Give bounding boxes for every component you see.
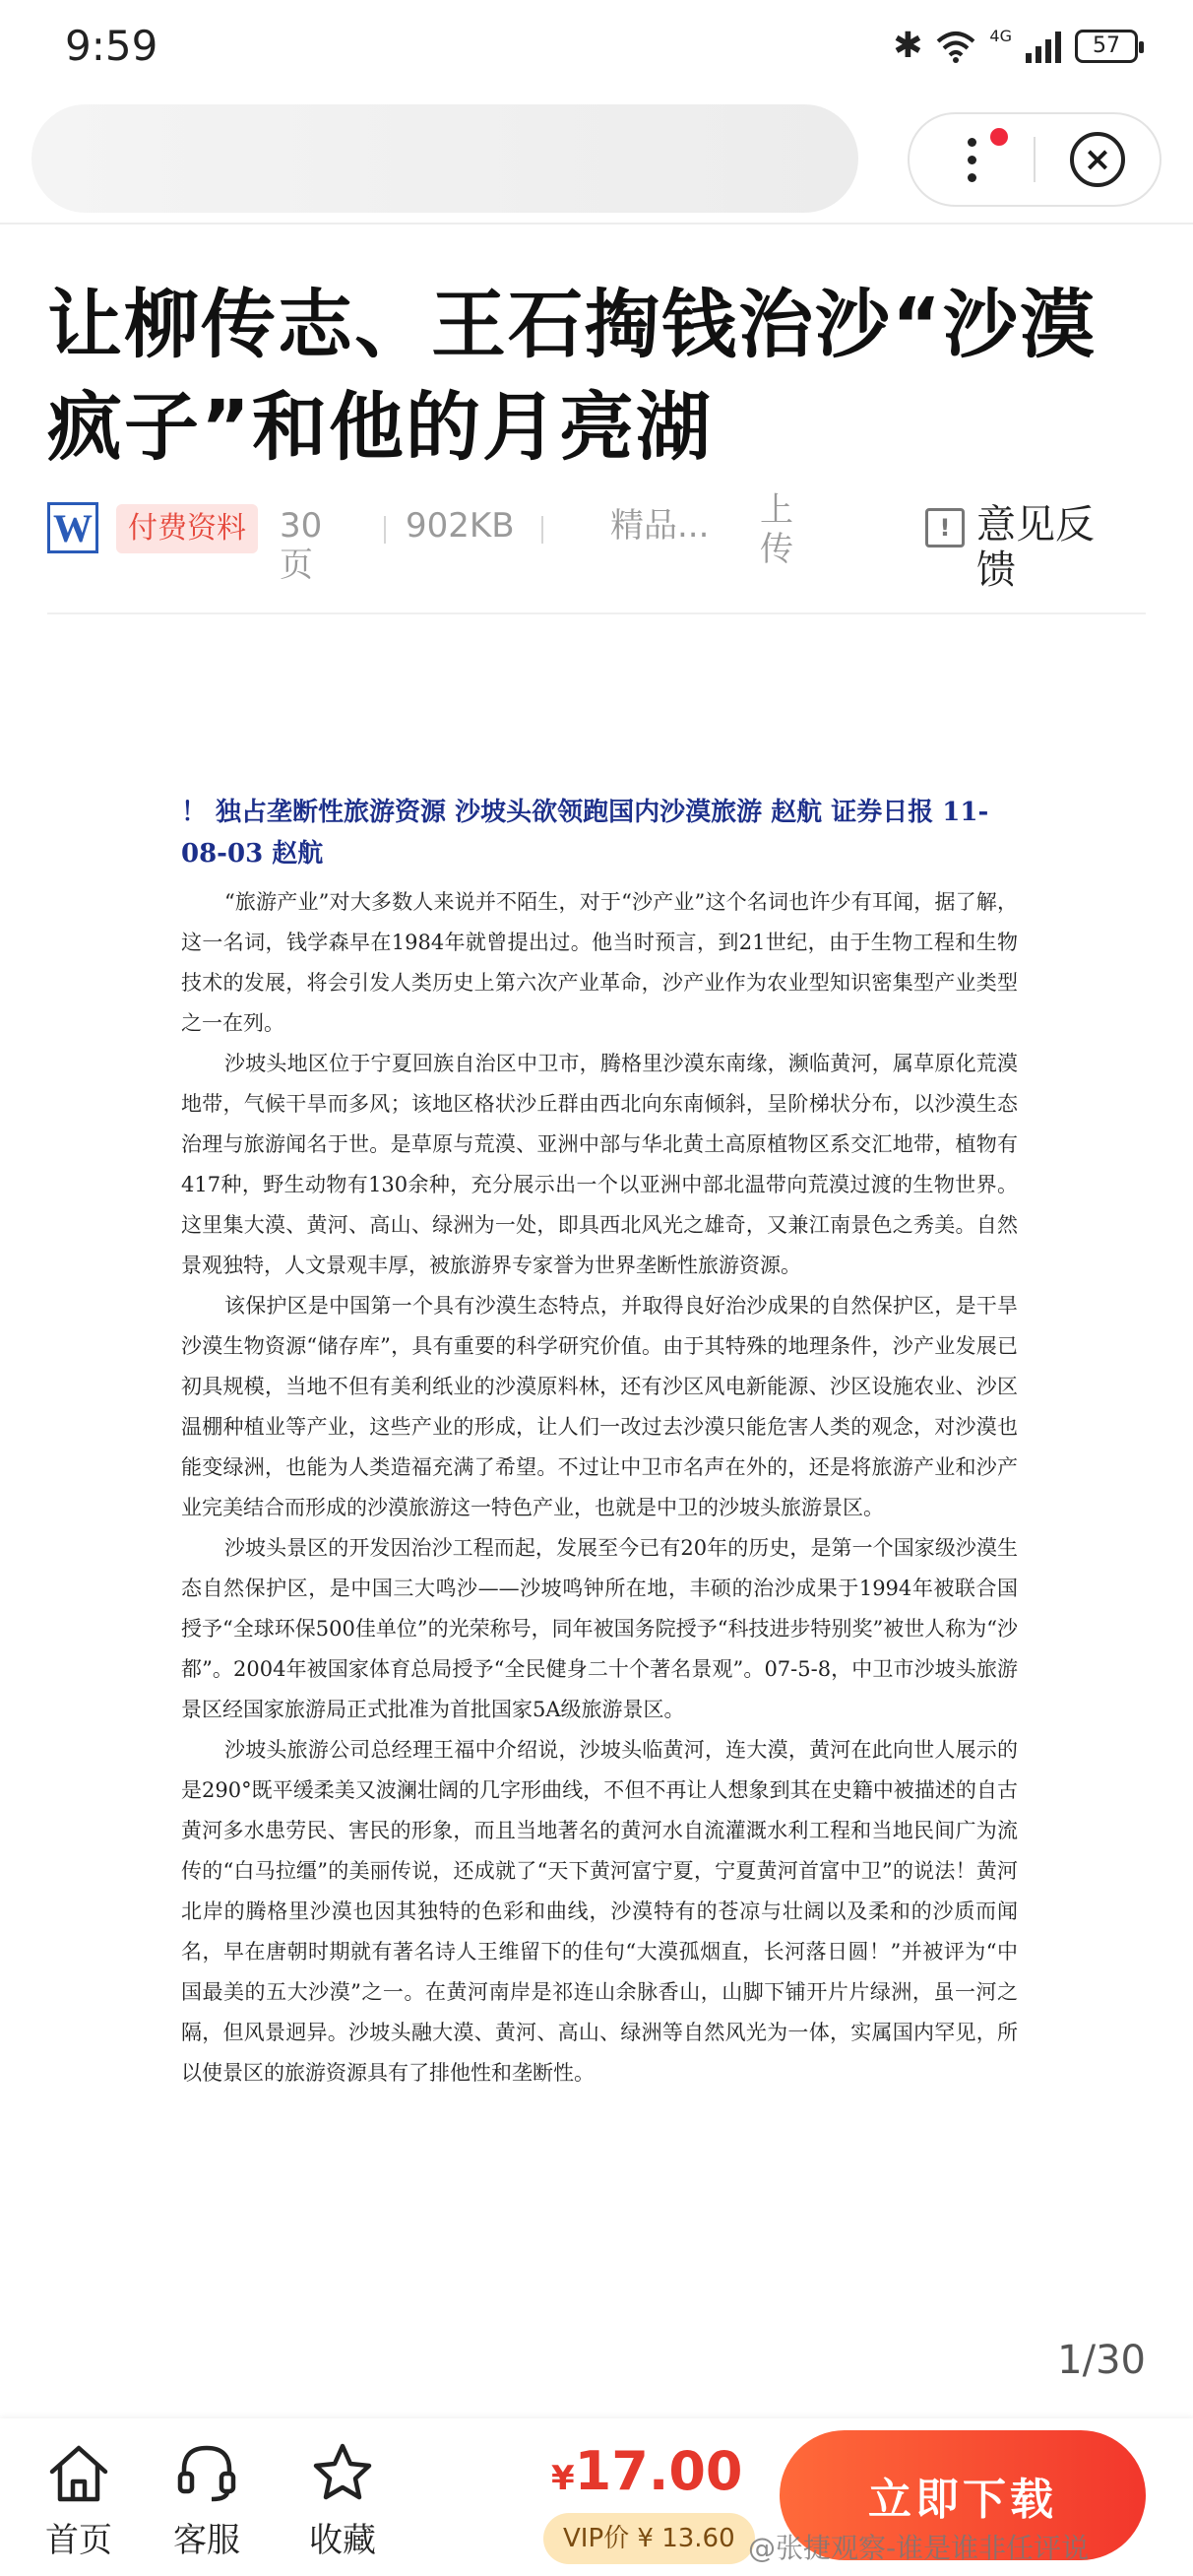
signal-icon [1026, 30, 1061, 63]
nav-favorite[interactable] [293, 2438, 392, 2561]
paid-badge: 付费资料 [116, 504, 258, 553]
top-bar [0, 98, 1193, 225]
bluetooth-icon: ✱ [893, 26, 923, 66]
search-bar[interactable] [31, 104, 858, 213]
divider [47, 612, 1146, 614]
document-paragraph: 沙坡头地区位于宁夏回族自治区中卫市，腾格里沙漠东南缘，濒临黄河，属草原化荒漠地带，气候干旱而多风；该地区格状沙丘群由西北向东南倾斜，呈阶梯状分布，以沙漠生态治理与旅游闻名于世。是草原与荒漠、亚洲中部与华北黄土高原植物区系交汇地带，植物有417种，野生动物有130余种，充分展示出一个以亚洲中部北温带向荒漠过渡的生物世界。这里集大漠、黄河、高山、绿洲为一处，即具西北风光之雄奇，又兼江南景色之秀美。自然景观独特，人文景观丰厚，被旅游界专家誉为世界垄断性旅游资源。 [181, 1052, 1018, 1277]
vip-price-badge: VIP价 ¥ 13.60 [543, 2513, 755, 2564]
battery-level: 57 [1093, 33, 1120, 58]
page-title: 让柳传志、王石掏钱治沙“沙漠疯子”和他的月亮湖 [47, 281, 1097, 471]
document-paragraph: 该保护区是中国第一个具有沙漠生态特点，并取得良好治沙成果的自然保护区，是干旱沙漠生物资源“储存库”，具有重要的科学研究价值。由于其特殊的地理条件，沙产业发展已初具规模，当地不但有美利纸业的沙漠原料林，还有沙区风电新能源、沙区设施农业、沙区温棚种植业等产业，这些产业的形成，让人们一改过去沙漠只能危害人类的观念，对沙漠也能变绿洲，也能为人类造福充满了希望。不过让中卫市名声在外的，还是将旅游产业和沙产业完美结合而形成的沙漠旅游这一特色产业，也就是中卫的沙坡头旅游景区。 [181, 1294, 1018, 1519]
network-type: 4G [989, 27, 1012, 45]
document-paragraph: 沙坡头旅游公司总经理王福中介绍说，沙坡头临黄河，连大漠，黄河在此向世人展示的是290°既平缓柔美又波澜壮阔的几字形曲线，不但不再让人想象到其在史籍中被描述的自古黄河多水患劳民、害民的形象，而且当地著名的黄河水自流灌溉水利工程和当地民间广为流传的“白马拉缰”的美丽传说，还成就了“天下黄河富宁夏，宁夏黄河首富中卫”的说法！黄河北岸的腾格里沙漠也因其独特的色彩和曲线，沙漠特有的苍凉与壮阔以及柔和的沙质而闻名，早在唐朝时期就有著名诗人王维留下的佳句“大漠孤烟直，长河落日圆！”并被评为“中国最美的五大沙漠”之一。在黄河南岸是祁连山余脉香山，山脚下铺开片片绿洲，虽一河之隔，但风景迥异。沙坡头融大漠、黄河、高山、绿洲等自然风光为一体，实属国内罕见，所以使景区的旅游资源具有了排他性和垄断性。 [181, 1738, 1018, 2085]
nav-favorite-label: 收藏 [309, 2521, 376, 2560]
status-bar [0, 0, 1193, 98]
close-icon: × [1070, 132, 1125, 187]
price-symbol: ¥ [551, 2459, 575, 2498]
document-heading: ！ 独占垄断性旅游资源 沙坡头欲领跑国内沙漠旅游 赵航 证券日报 11-08-03 赵航 [181, 798, 989, 869]
more-dot-icon [968, 156, 976, 164]
status-icons [893, 26, 1138, 66]
quality-label: 精品... [610, 506, 710, 546]
nav-service[interactable] [157, 2438, 256, 2561]
document-paragraph: “旅游产业”对大多数人来说并不陌生，对于“沙产业”这个名词也许少有耳闻，据了解，这一名词，钱学森早在1984年就曾提出过。他当时预言，到21世纪，由于生物工程和生物技术的发展，将会引发人类历史上第六次产业革命，沙产业作为农业型知识密集型产业类型之一在列。 [181, 890, 1018, 1035]
page-indicator: 1/30 [1057, 2338, 1146, 2383]
word-file-icon: W [47, 502, 98, 553]
star-icon [308, 2438, 377, 2507]
more-button[interactable] [910, 112, 1034, 207]
headset-icon [172, 2438, 241, 2507]
price [551, 2440, 742, 2502]
download-button[interactable]: 立即下载 [780, 2430, 1146, 2560]
feedback-label: 意见反馈 [976, 502, 1095, 593]
divider [541, 516, 543, 544]
more-dot-icon [968, 173, 976, 182]
file-size: 902KB [406, 506, 515, 546]
upload-label: 上 传 [760, 490, 793, 569]
nav-home[interactable] [30, 2438, 128, 2561]
mini-program-capsule [908, 112, 1162, 207]
wifi-icon [936, 30, 975, 63]
close-button[interactable] [1036, 112, 1160, 207]
document-paragraph: 沙坡头景区的开发因治沙工程而起，发展至今已有20年的历史，是第一个国家级沙漠生态自然保护区，是中国三大鸣沙——沙坡鸣钟所在地，丰硕的治沙成果于1994年被联合国授予“全球环保500佳单位”的光荣称号，同年被国务院授予“科技进步特别奖”被世人称为“沙都”。2004年被国家体育总局授予“全民健身二十个著名景观”。07-5-8，中卫市沙坡头旅游景区经国家旅游局正式批准为首批国家5A级旅游景区。 [181, 1536, 1018, 1721]
feedback-button[interactable] [925, 502, 1124, 593]
price-value: 17.00 [574, 2440, 743, 2502]
document-meta [47, 490, 1146, 601]
notification-dot [990, 128, 1008, 146]
document-preview [181, 792, 1018, 2093]
nav-service-label: 客服 [173, 2521, 240, 2560]
watermark: @张捷观察-谁是谁非任评说 [748, 2532, 1090, 2564]
nav-home-label: 首页 [45, 2521, 112, 2560]
more-dot-icon [968, 138, 976, 147]
battery-icon [1075, 30, 1138, 63]
home-icon [44, 2438, 113, 2507]
divider [384, 516, 386, 544]
feedback-icon: ! [925, 508, 965, 547]
page-count: 30 页 [280, 506, 323, 585]
status-time: 9:59 [65, 22, 158, 70]
